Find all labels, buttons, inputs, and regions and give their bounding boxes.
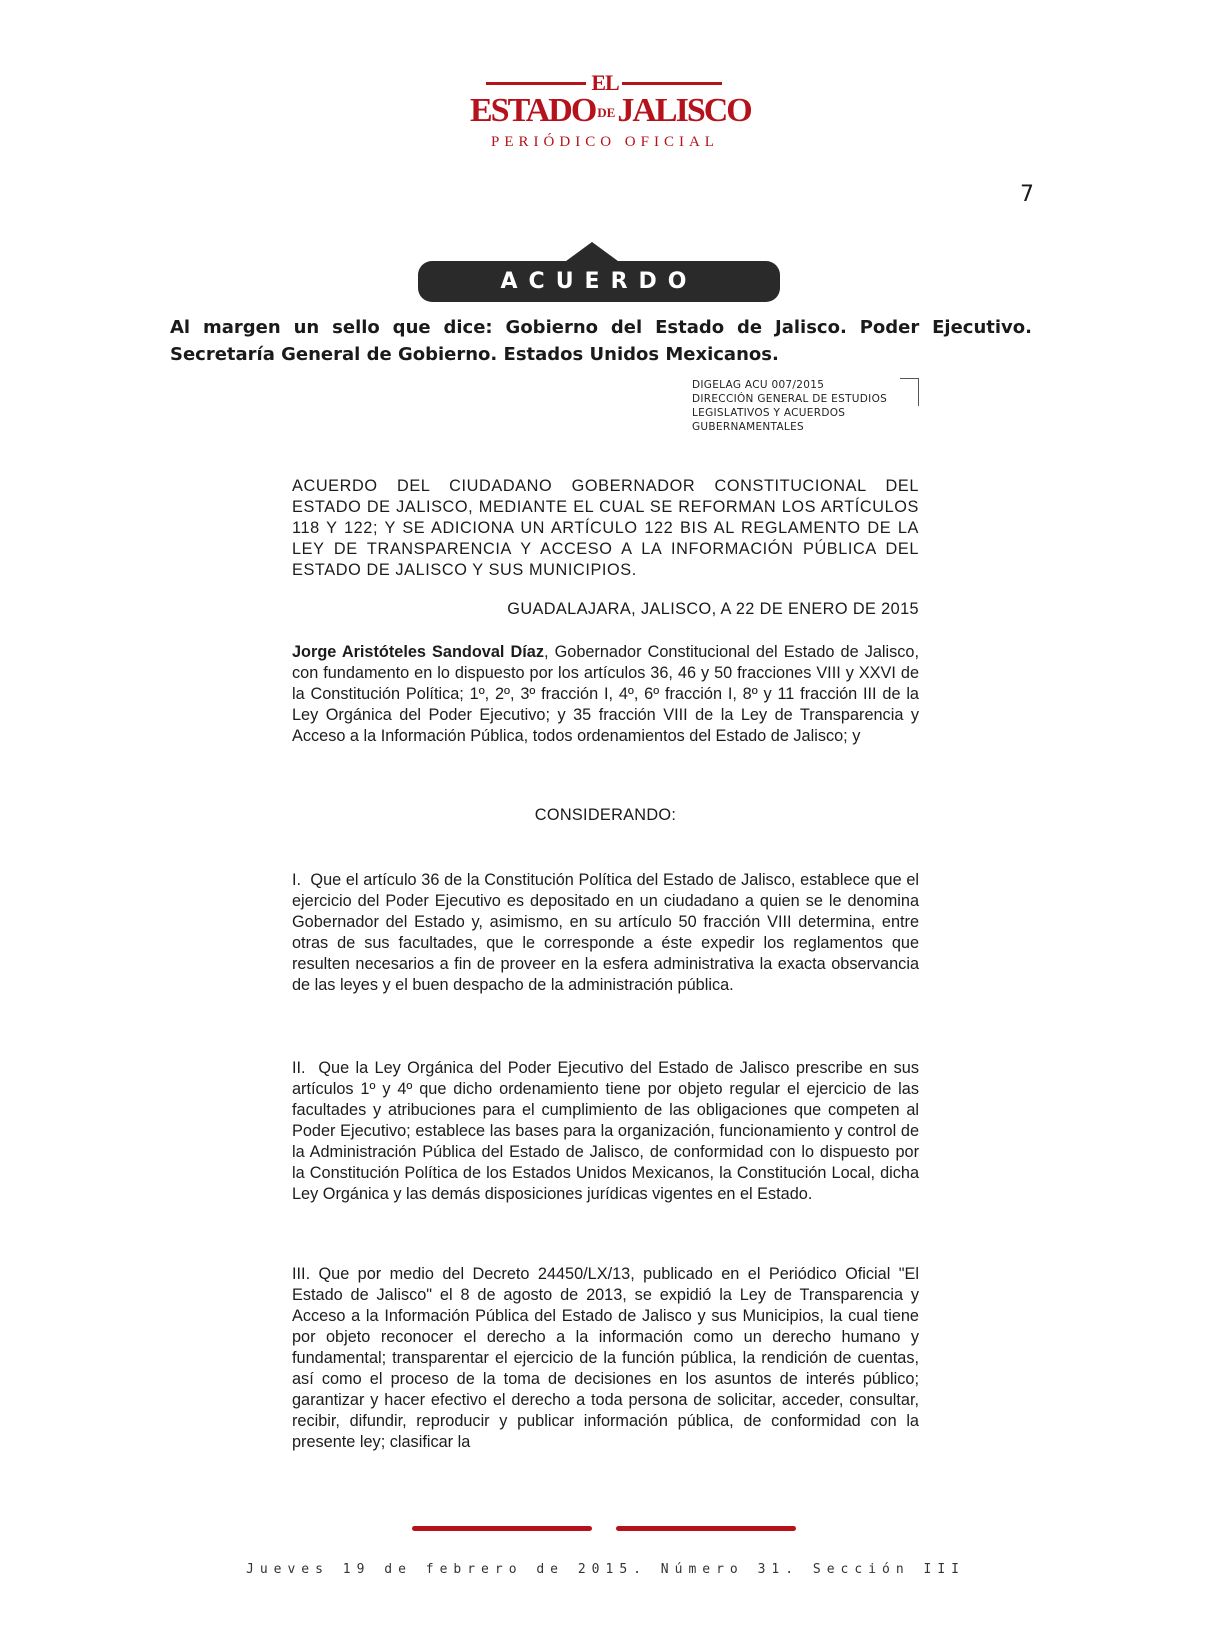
masthead-logo [470,68,751,158]
acuerdo-banner: ACUERDO [418,261,780,302]
stamp-line: DIRECCIÓN GENERAL DE ESTUDIOS [692,393,888,405]
footer-rule-right [616,1526,796,1531]
masthead-name-right: JALISCO [617,92,751,129]
lead-text: , Gobernador Constitucional del Estado de Jalisco, con fundamento en lo dispuesto por los artículos 36, 46 y 50 fracciones VIII y XXVI de la Constitución Política; 1º, 2º, 3º fracción I, 4º, 6º fracción I, 8º y 11 fracción III de la Ley Orgánica del Poder Ejecutivo; y 35 fracción VIII de la Ley de Transparencia y Acceso a la Información Pública, todos ordenamientos del Estado de Jalisco; y [292,643,920,745]
place-date: GUADALAJARA, JALISCO, A 22 DE ENERO DE 2015 [507,600,919,618]
margin-note: Al margen un sello que dice: Gobierno del Estado de Jalisco. Poder Ejecutivo. Secretaría General de Gobierno. Estados Unidos Mexicanos. [170,317,1032,365]
lead-paragraph [292,642,919,747]
page-number: 7 [1020,182,1034,207]
stamp-line: LEGISLATIVOS Y ACUERDOS [692,407,846,419]
footer-rule-left [412,1526,592,1531]
page-footer: Jueves 19 de febrero de 2015. Número 31. Sección III [246,1562,965,1577]
reference-stamp [692,378,922,434]
stamp-line: GUBERNAMENTALES [692,421,804,433]
paragraph-number: II. [292,1059,306,1077]
paragraph-text: Que por medio del Decreto 24450/LX/13, publicado en el Periódico Oficial "El Estado de Jalisco" el 8 de agosto de 2013, se expidió la Ley de Transparencia y Acceso a la Información Pública del Estado de Jalisco y sus Municipios, la cual tiene por objeto reconocer el derecho a la información como un derecho humano y fundamental; transparentar el ejercicio de la función pública, la rendición de cuentas, así como el proceso de la toma de decisiones en los asuntos de interés público; garantizar y hacer efectivo el derecho a toda persona de solicitar, acceder, consultar, recibir, difundir, reproducir y publicar información pública, de conformidad con la presente ley; clasificar la [292,1265,919,1451]
paragraph-number: I. [292,871,302,889]
masthead-el: EL [591,70,619,95]
considerando-paragraph [292,1058,919,1205]
stamp-line: DIGELAG ACU 007/2015 [692,379,825,391]
considerando-paragraph [292,1264,919,1453]
masthead-name [470,92,751,130]
paragraph-text: Que la Ley Orgánica del Poder Ejecutivo del Estado de Jalisco prescribe en sus artículos 1º y 4º que dicho ordenamiento tiene por objeto regular el ejercicio de las facultades y atribuciones para el cumplimiento de las obligaciones que competen al Poder Ejecutivo; establece las bases para la organización, funcionamiento y control de la Administración Pública del Estado de Jalisco, de conformidad con lo dispuesto por la Constitución Política de los Estados Unidos Mexicanos, la Constitución Local, dicha Ley Orgánica y las demás disposiciones jurídicas vigentes en el Estado. [292,1059,919,1203]
stamp-edge-right [918,378,919,406]
considerando-heading: CONSIDERANDO: [534,806,677,824]
governor-name: Jorge Aristóteles Sandoval Díaz [292,643,544,661]
considerando-paragraph [292,870,919,996]
document-title: ACUERDO DEL CIUDADANO GOBERNADOR CONSTITUCIONAL DEL ESTADO DE JALISCO, MEDIANTE EL CUAL SE REFORMAN LOS ARTÍCULOS 118 Y 122; Y SE ADICIONA UN ARTÍCULO 122 BIS AL REGLAMENTO DE LA LEY DE TRANSPARENCIA Y ACCESO A LA INFORMACIÓN PÚBLICA DEL ESTADO DE JALISCO Y SUS MUNICIPIOS. [292,477,919,579]
masthead-name-left: ESTADO [470,92,596,129]
masthead-subtitle: PERIÓDICO OFICIAL [491,134,719,150]
stamp-edge-top [900,378,918,379]
paragraph-text: Que el artículo 36 de la Constitución Política del Estado de Jalisco, establece que el ejercicio del Poder Ejecutivo es depositado en un ciudadano a quien se le denomina Gobernador del Estado y, asimismo, en su artículo 50 fracción VIII determina, entre otras de sus facultades, que le corresponde a éste expedir los reglamentos que resulten necesarios a fin de proveer en la esfera administrativa la exacta observancia de las leyes y el buen despacho de la administración pública. [292,871,919,994]
paragraph-number: III. [292,1265,311,1283]
masthead-name-de: DE [597,105,616,120]
